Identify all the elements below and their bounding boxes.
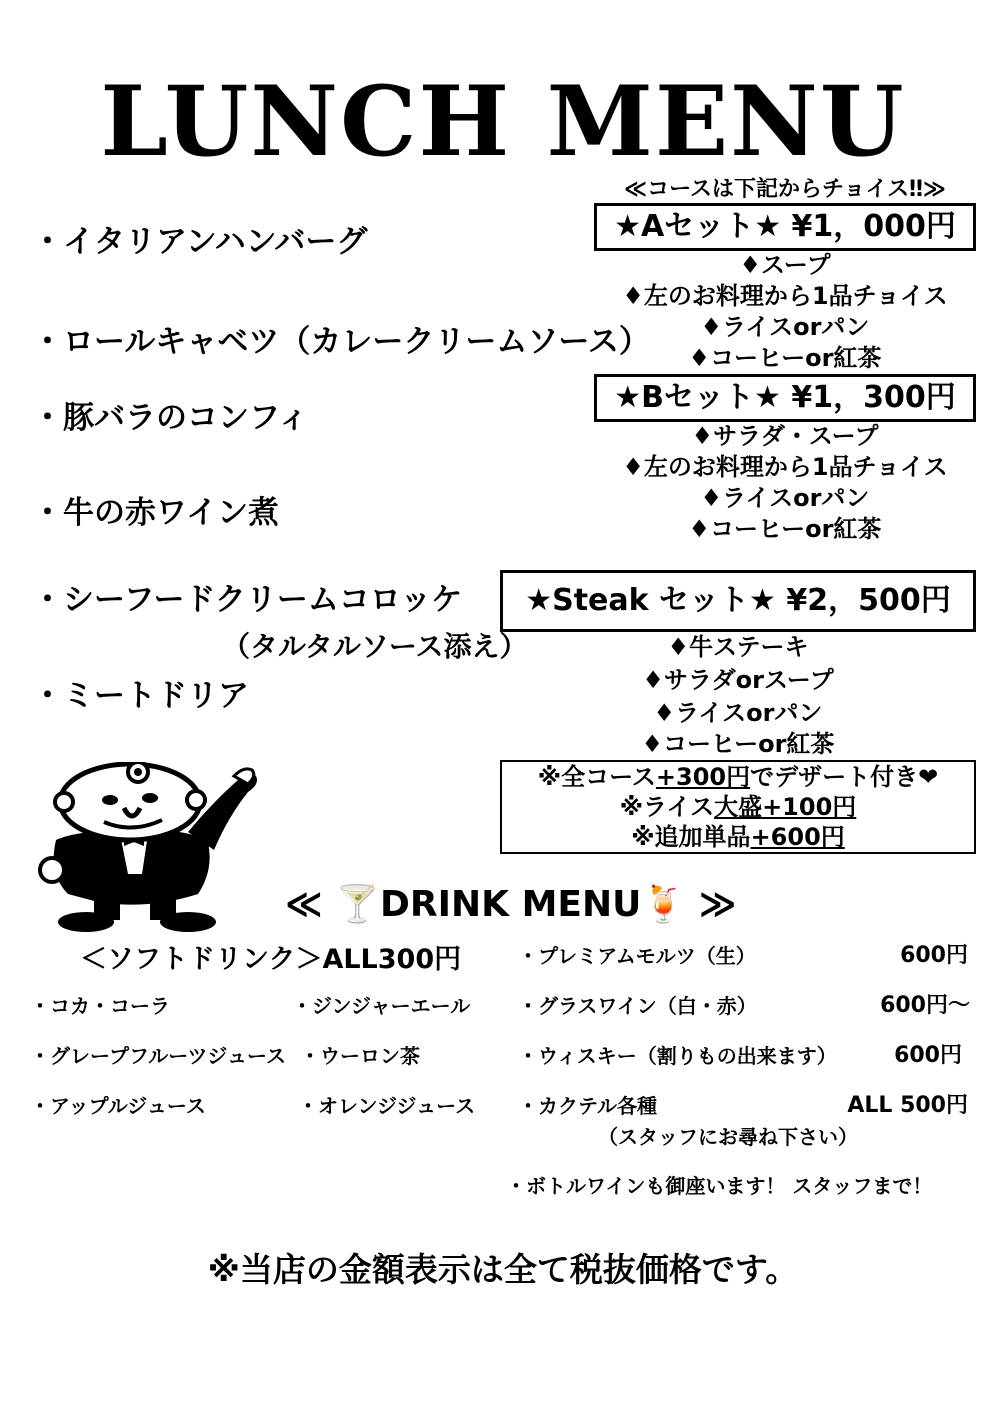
alcohol-price: ALL 500円 (847, 1093, 968, 1118)
set-steak-item: ♦コーヒーor紅茶 (641, 730, 835, 758)
soft-drink-header: ＜ソフトドリンク＞ALL300円 (80, 944, 462, 975)
set-steak-item: ♦サラダorスープ (642, 666, 834, 694)
alcohol-price: 600円 (894, 1043, 962, 1068)
set-b-item: ♦コーヒーor紅茶 (688, 515, 882, 543)
soft-drink-item: ・オレンジジュース (298, 1094, 476, 1118)
course-choice-note: ≪コースは下記からチョイス‼≫ (624, 177, 946, 202)
soft-drink-item: ・ウーロン茶 (300, 1044, 420, 1068)
alcohol-name: ・プレミアムモルツ（生） (518, 944, 756, 968)
tax-note-footer: ※当店の金額表示は全て税抜価格です。 (207, 1250, 799, 1289)
dish-item: ・豚バラのコンフィ (32, 400, 309, 436)
extras-notes-box (500, 760, 976, 854)
alcohol-price: 600円 (900, 943, 968, 968)
set-steak-item: ♦牛ステーキ (667, 633, 809, 661)
dish-item: ・シーフードクリームコロッケ (32, 582, 463, 618)
alcohol-name: ・ウィスキー（割りもの出来ます） (518, 1044, 837, 1068)
drink-menu-title: ≪ 🍸DRINK MENU🍹 ≫ (285, 884, 737, 925)
dish-item: ・牛の赤ワイン煮 (32, 495, 280, 531)
dessert-note: ※全コース+300円でデザート付き❤ (537, 763, 939, 791)
dish-item: ・イタリアンハンバーグ (32, 224, 368, 260)
alcohol-price: 600円～ (880, 993, 970, 1018)
bottle-wine-note: ・ボトルワインも御座います！ スタッフまで！ (506, 1174, 933, 1198)
dish-item: ・ミートドリア (32, 678, 249, 714)
alcohol-name: ・グラスワイン（白・赤） (518, 994, 757, 1018)
set-steak-item: ♦ライスorパン (653, 699, 823, 727)
soft-drink-item: ・コカ・コーラ (30, 994, 170, 1018)
soft-drink-item: ・ジンジャーエール (292, 994, 471, 1018)
waiter-mascot-illustration (38, 762, 260, 934)
set-a-item: ♦左のお料理から1品チョイス (622, 282, 948, 310)
set-a-label: ★Aセット★ ¥1，000円 (594, 203, 976, 251)
extra-dish-note: ※追加単品+600円 (631, 823, 845, 851)
set-a-item: ♦コーヒーor紅茶 (688, 344, 882, 372)
set-steak-label: ★Steak セット★ ¥2，500円 (500, 570, 976, 632)
set-b-item: ♦左のお料理から1品チョイス (622, 453, 948, 481)
dish-subnote: （タルタルソース添え） (222, 630, 528, 663)
set-a-item: ♦ライスorパン (700, 313, 870, 341)
rice-note: ※ライス大盛+100円 (619, 793, 857, 821)
cocktail-note: （スタッフにお尋ね下さい） (598, 1125, 858, 1149)
set-b-label: ★Bセット★ ¥1，300円 (594, 374, 976, 422)
soft-drink-item: ・アップルジュース (30, 1094, 206, 1118)
set-a-item: ♦スープ (739, 251, 831, 279)
soft-drink-item: ・グレープフルーツジュース (30, 1044, 286, 1068)
dish-item: ・ロールキャベツ（カレークリームソース） (32, 324, 650, 360)
menu-title: LUNCH MENU (100, 65, 906, 178)
set-b-item: ♦サラダ・スープ (691, 422, 879, 450)
alcohol-name: ・カクテル各種 (518, 1094, 657, 1118)
set-b-item: ♦ライスorパン (700, 484, 870, 512)
